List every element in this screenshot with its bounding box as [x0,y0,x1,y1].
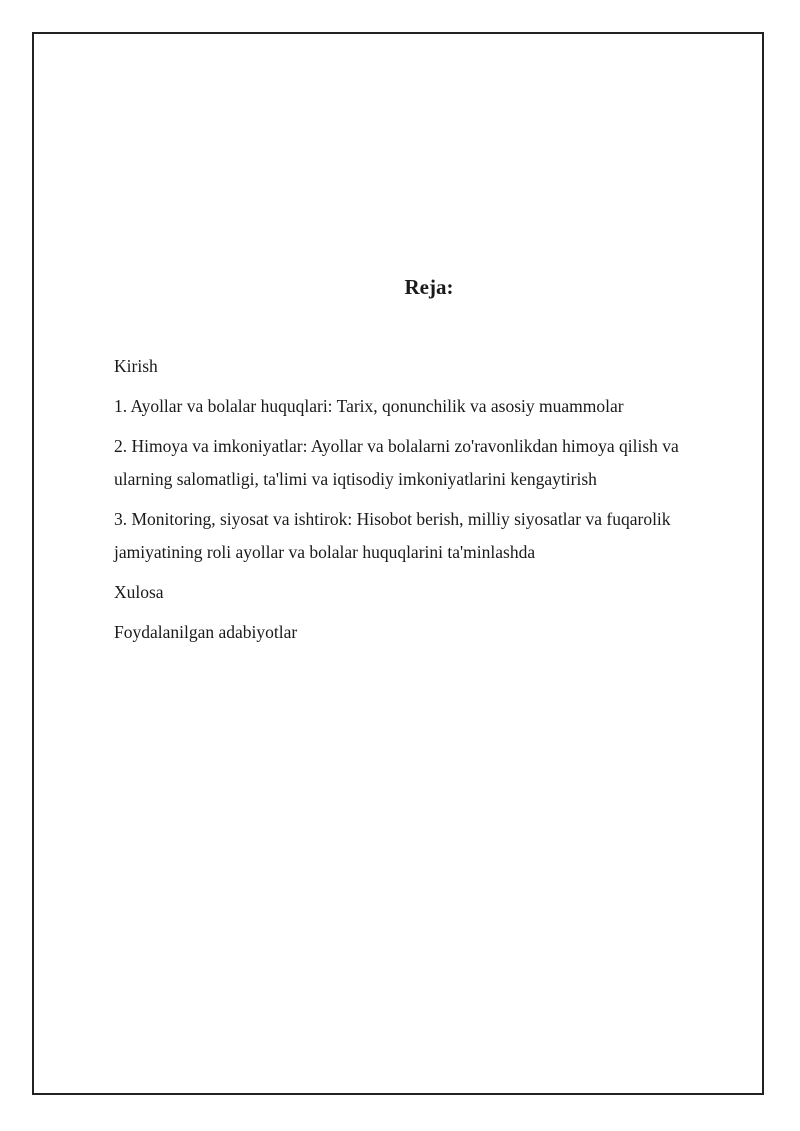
table-of-contents [114,350,734,656]
toc-item-chapter-3: 3. Monitoring, siyosat va ishtirok: Hisobot berish, milliy siyosatlar va fuqarolik jamiyatining roli ayollar va bolalar huquqlarini ta'minlashda [114,509,671,562]
page-title: Reja: [404,275,454,299]
toc-item-chapter-2: 2. Himoya va imkoniyatlar: Ayollar va bolalarni zo'ravonlikdan himoya qilish va ularning salomatligi, ta'limi va iqtisodiy imkoniyatlarini kengaytirish [114,436,679,489]
toc-item-conclusion: Xulosa [114,582,164,602]
toc-item-introduction: Kirish [114,356,158,376]
toc-item-references: Foydalanilgan adabiyotlar [114,622,298,642]
toc-item-chapter-1: 1. Ayollar va bolalar huquqlari: Tarix, qonunchilik va asosiy muammolar [114,396,624,416]
